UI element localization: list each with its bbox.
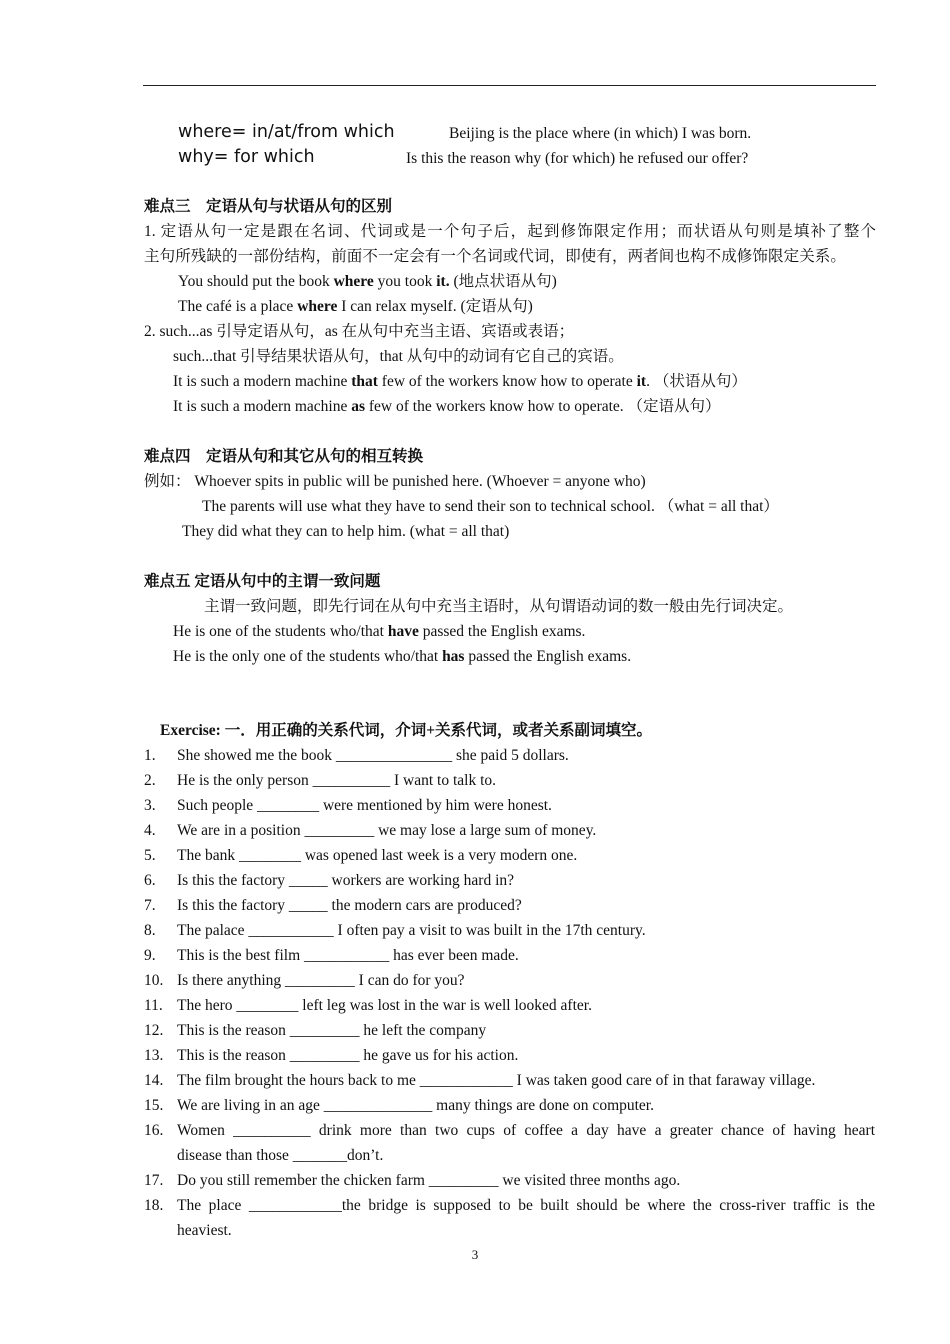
exercise-item: The film brought the hours back to me ____________ I was taken good care of in that faraway village. [177,1072,816,1089]
exercise-number: 11. [144,997,163,1014]
section3-example3: It is such a modern machine that few of the workers know how to operate it. （状语从句） [173,373,747,390]
exercise-item: She showed me the book _______________ she paid 5 dollars. [177,747,569,764]
exercise-number: 7. [144,897,156,914]
exercise-item: Women __________ drink more than two cups of coffee a day have a greater chance of having heart [177,1122,875,1139]
example-where: Beijing is the place where (in which) I was born. [449,125,752,142]
header-rule [143,85,876,86]
section3-p2-line1: 2. such...as 引导定语从句，as 在从句中充当主语、宾语或表语； [144,323,575,340]
section4-line3: They did what they can to help him. (what = all that) [182,523,510,540]
exercise-item: This is the reason _________ he left the company [177,1022,487,1039]
exercise-item-continued: heaviest. [177,1222,232,1239]
exercise-number: 10. [144,972,164,989]
exercise-number: 2. [144,772,156,789]
exercise-title: 一．用正确的关系代词，介词+关系代词，或者关系副词填空。 [220,722,653,739]
exercise-number: 13. [144,1047,164,1064]
exercise-item: He is the only person __________ I want to talk to. [177,772,496,789]
exercise-number: 9. [144,947,156,964]
exercise-item: The hero ________ left leg was lost in the war is well looked after. [177,997,592,1014]
exercise-item: Do you still remember the chicken farm _________ we visited three months ago. [177,1172,681,1189]
section5-heading: 难点五 定语从句中的主谓一致问题 [144,573,381,590]
exercise-item: The place ____________the bridge is supposed to be built should be where the cross-river traffic is the [177,1197,875,1214]
exercise-item: This is the best film ___________ has ever been made. [177,947,519,964]
exercise-number: 5. [144,847,156,864]
exercise-item-continued: disease than those _______don’t. [177,1147,384,1164]
exercise-number: 8. [144,922,156,939]
exercise-number: 16. [144,1122,164,1139]
page-number: 3 [471,1247,479,1262]
section3-example4: It is such a modern machine as few of the workers know how to operate. （定语从句） [173,398,721,415]
exercise-number: 3. [144,797,156,814]
exercise-item: We are in a position _________ we may lose a large sum of money. [177,822,597,839]
exercise-number: 12. [144,1022,164,1039]
exercise-number: 15. [144,1097,164,1114]
section3-p1-line2: 主句所残缺的一部份结构，前面不一定会有一个名词或代词，即使有，两者间也构不成修饰限定关系。 [144,248,847,265]
exercise-item: Is there anything _________ I can do for you? [177,972,465,989]
formula-why: why= for which [178,147,315,167]
section3-heading: 难点三 定语从句与状语从句的区别 [144,198,393,215]
exercise-heading [160,721,652,741]
section4-line1: 例如： Whoever spits in public will be punished here. (Whoever = anyone who) [144,473,646,490]
exercise-item: The palace ___________ I often pay a visit to was built in the 17th century. [177,922,646,939]
section5-line1: 主谓一致问题，即先行词在从句中充当主语时，从句谓语动词的数一般由先行词决定。 [204,598,794,615]
section4-heading: 难点四 定语从句和其它从句的相互转换 [144,448,424,465]
example-why: Is this the reason why (for which) he refused our offer? [406,150,749,167]
section4-line2: The parents will use what they have to send their son to technical school. （what = all that） [202,498,779,515]
exercise-number: 1. [144,747,156,764]
exercise-item: This is the reason _________ he gave us for his action. [177,1047,519,1064]
exercise-item: We are living in an age ______________ many things are done on computer. [177,1097,654,1114]
section3-p2-line2: such...that 引导结果状语从句，that 从句中的动词有它自己的宾语。 [173,348,624,365]
exercise-number: 4. [144,822,156,839]
section3-example2: The café is a place where I can relax myself. (定语从句) [178,298,533,315]
formula-where: where= in/at/from which [178,122,395,142]
exercise-number: 14. [144,1072,164,1089]
section3-p1-line1: 1. 定语从句一定是跟在名词、代词或是一个句子后，起到修饰限定作用；而状语从句则是填补了整个 [144,223,876,240]
exercise-item: Is this the factory _____ the modern cars are produced? [177,897,522,914]
exercise-number: 6. [144,872,156,889]
section3-example1: You should put the book where you took it. (地点状语从句) [178,273,557,290]
exercise-number: 17. [144,1172,164,1189]
exercise-item: Is this the factory _____ workers are working hard in? [177,872,515,889]
exercise-label: Exercise: [160,722,221,739]
exercise-item: Such people ________ were mentioned by him were honest. [177,797,552,814]
section5-example1: He is one of the students who/that have passed the English exams. [173,623,586,640]
section5-example2: He is the only one of the students who/that has passed the English exams. [173,648,632,665]
exercise-number: 18. [144,1197,164,1214]
exercise-item: The bank ________ was opened last week is a very modern one. [177,847,578,864]
